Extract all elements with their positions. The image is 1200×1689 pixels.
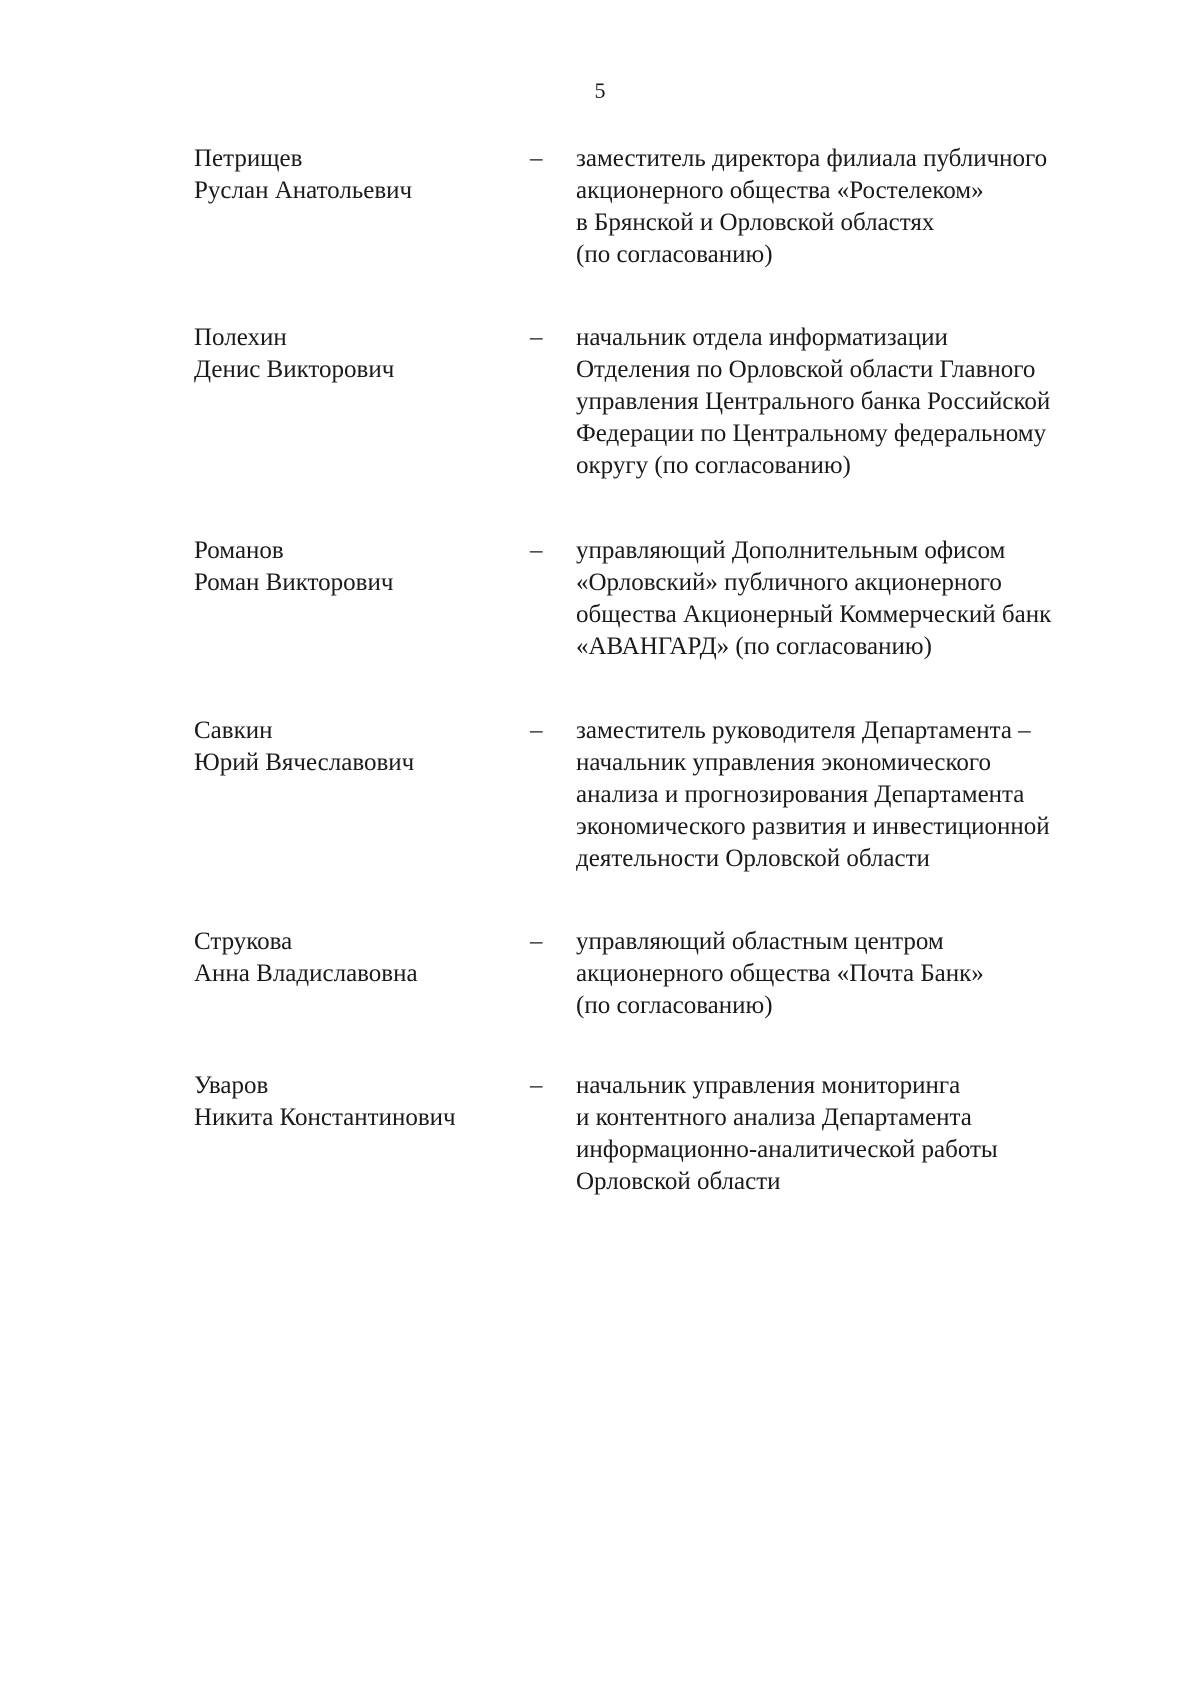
member-position — [576, 1070, 1136, 1198]
position-line: Федерации по Центральному федеральному — [576, 420, 1047, 447]
member-name — [194, 535, 514, 599]
member-name — [194, 715, 514, 779]
position-line: и контентного анализа Департамента — [576, 1104, 972, 1131]
position-line: начальник управления мониторинга — [576, 1072, 961, 1099]
position-line: управляющий Дополнительным офисом — [576, 537, 1006, 564]
member-position — [576, 322, 1136, 482]
list-item — [0, 322, 1200, 535]
member-name — [194, 926, 514, 990]
position-line: акционерного общества «Ростелеком» — [576, 177, 984, 204]
member-name — [194, 1070, 514, 1134]
position-line: деятельности Орловской области — [576, 845, 930, 872]
dash-separator: – — [530, 928, 543, 955]
position-line: в Брянской и Орловской областях — [576, 209, 935, 236]
dash-separator: – — [530, 1072, 543, 1099]
position-line: управления Центрального банка Российской — [576, 388, 1051, 415]
position-line: акционерного общества «Почта Банк» — [576, 960, 984, 987]
list-item — [0, 715, 1200, 926]
member-given-names: Роман Викторович — [194, 569, 394, 596]
position-line: экономического развития и инвестиционной — [576, 813, 1050, 840]
member-surname: Савкин — [194, 717, 273, 744]
position-line: управляющий областным центром — [576, 928, 944, 955]
dash-separator: – — [530, 324, 543, 351]
position-line: информационно-аналитической работы — [576, 1136, 998, 1163]
dash-separator: – — [530, 537, 543, 564]
member-surname: Полехин — [194, 324, 287, 351]
member-position — [576, 143, 1136, 271]
position-line: Орловской области — [576, 1168, 781, 1195]
member-name — [194, 322, 514, 386]
member-position — [576, 926, 1136, 1022]
member-surname: Струкова — [194, 928, 293, 955]
member-surname: Романов — [194, 537, 284, 564]
list-item — [0, 143, 1200, 322]
member-name — [194, 143, 514, 207]
position-line: (по согласованию) — [576, 241, 773, 268]
dash-separator: – — [530, 145, 543, 172]
position-line: «АВАНГАРД» (по согласованию) — [576, 633, 932, 660]
member-given-names: Руслан Анатольевич — [194, 177, 413, 204]
member-given-names: Денис Викторович — [194, 356, 395, 383]
position-line: «Орловский» публичного акционерного — [576, 569, 1002, 596]
position-line: заместитель руководителя Департамента – — [576, 717, 1031, 744]
member-given-names: Анна Владиславовна — [194, 960, 418, 987]
member-given-names: Никита Константинович — [194, 1104, 456, 1131]
position-line: начальник управления экономического — [576, 749, 992, 776]
position-line: заместитель директора филиала публичного — [576, 145, 1048, 172]
member-position — [576, 535, 1136, 663]
member-position — [576, 715, 1136, 875]
position-line: (по согласованию) — [576, 992, 773, 1019]
dash-separator: – — [530, 717, 543, 744]
position-line: анализа и прогнозирования Департамента — [576, 781, 1025, 808]
member-given-names: Юрий Вячеславович — [194, 749, 415, 776]
position-line: общества Акционерный Коммерческий банк — [576, 601, 1052, 628]
page-number: 5 — [594, 78, 606, 103]
member-surname: Петрищев — [194, 145, 303, 172]
member-list — [0, 143, 1200, 1220]
list-item — [0, 926, 1200, 1070]
list-item — [0, 535, 1200, 715]
position-line: Отделения по Орловской области Главного — [576, 356, 1036, 383]
list-item — [0, 1070, 1200, 1220]
position-line: начальник отдела информатизации — [576, 324, 948, 351]
member-surname: Уваров — [194, 1072, 269, 1099]
position-line: округу (по согласованию) — [576, 452, 851, 479]
